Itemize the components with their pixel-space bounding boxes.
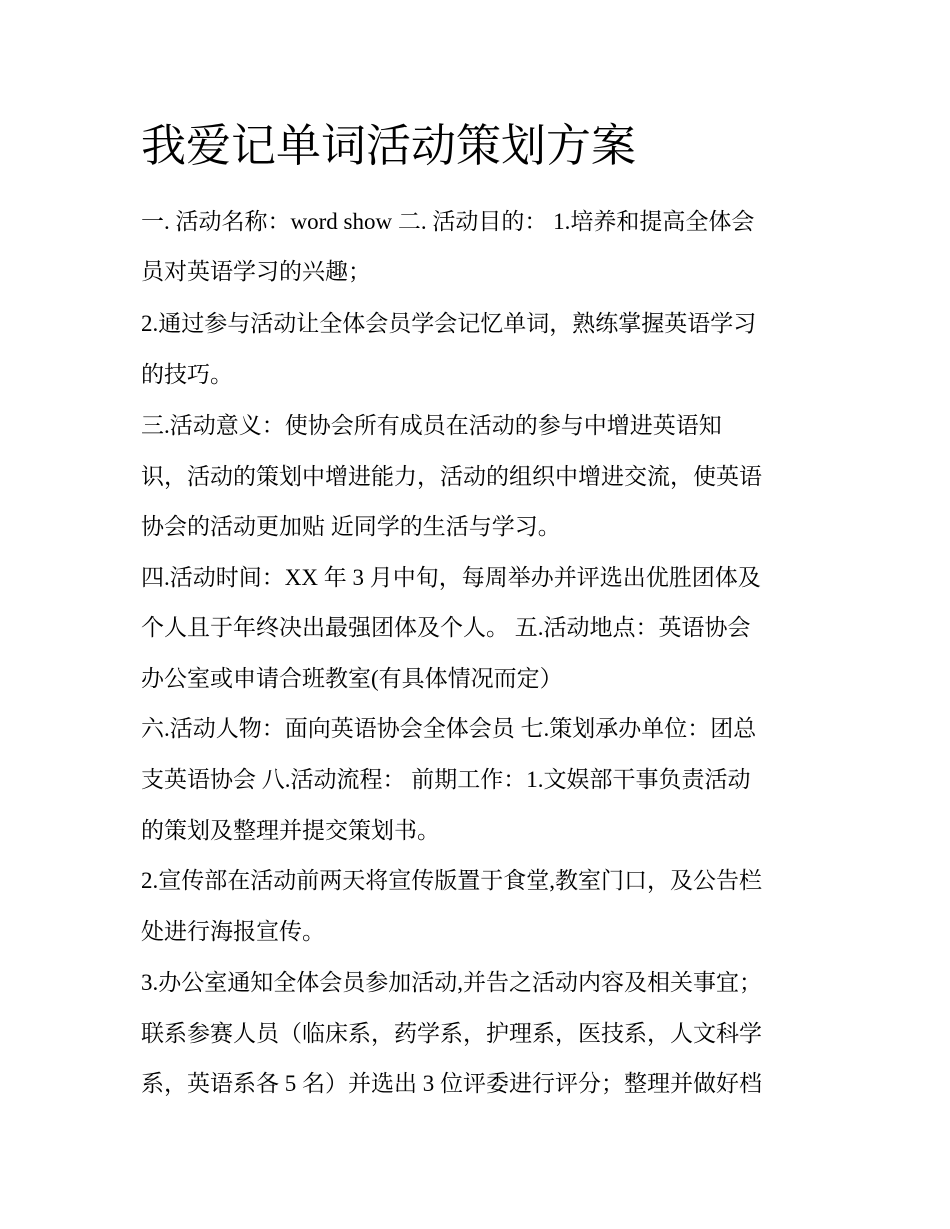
paragraph-line: 联系参赛人员（临床系，药学系，护理系，医技系，人文科学 [141, 1021, 762, 1046]
paragraph-line: 三.活动意义：使协会所有成员在活动的参与中增进英语知 [141, 413, 722, 438]
paragraph-line: 处进行海报宣传。 [141, 919, 325, 944]
paragraph-line: 协会的活动更加贴 近同学的生活与学习。 [141, 514, 561, 539]
paragraph-line: 个人且于年终决出最强团体及个人。 五.活动地点：英语协会 [141, 615, 751, 640]
paragraph-line: 四.活动时间：XX 年 3 月中旬，每周举办并评选出优胜团体及 [141, 565, 761, 590]
document-title: 我爱记单词活动策划方案 [141, 119, 637, 172]
paragraph-line: 六.活动人物：面向英语协会全体会员 七.策划承办单位：团总 [141, 716, 757, 741]
paragraph-line: 3.办公室通知全体会员参加活动,并告之活动内容及相关事宜； [141, 970, 762, 995]
paragraph-line: 办公室或申请合班教室(有具体情况而定） [141, 666, 563, 691]
paragraph-line: 员对英语学习的兴趣； [141, 259, 371, 284]
paragraph-line: 2.通过参与活动让全体会员学会记忆单词，熟练掌握英语学习 [141, 311, 757, 336]
paragraph-line: 识，活动的策划中增进能力，活动的组织中增进交流，使英语 [141, 464, 762, 489]
paragraph-line: 2.宣传部在活动前两天将宣传版置于食堂,教室门口，及公告栏 [141, 868, 762, 893]
paragraph-line: 一. 活动名称：word show 二. 活动目的： 1.培养和提高全体会 [141, 209, 755, 234]
paragraph-line: 支英语协会 八.活动流程： 前期工作：1.文娱部干事负责活动 [141, 767, 751, 792]
paragraph-line: 的策划及整理并提交策划书。 [141, 818, 440, 843]
paragraph-line: 系，英语系各 5 名）并选出 3 位评委进行评分；整理并做好档 [141, 1071, 762, 1096]
paragraph-line: 的技巧。 [141, 362, 233, 387]
